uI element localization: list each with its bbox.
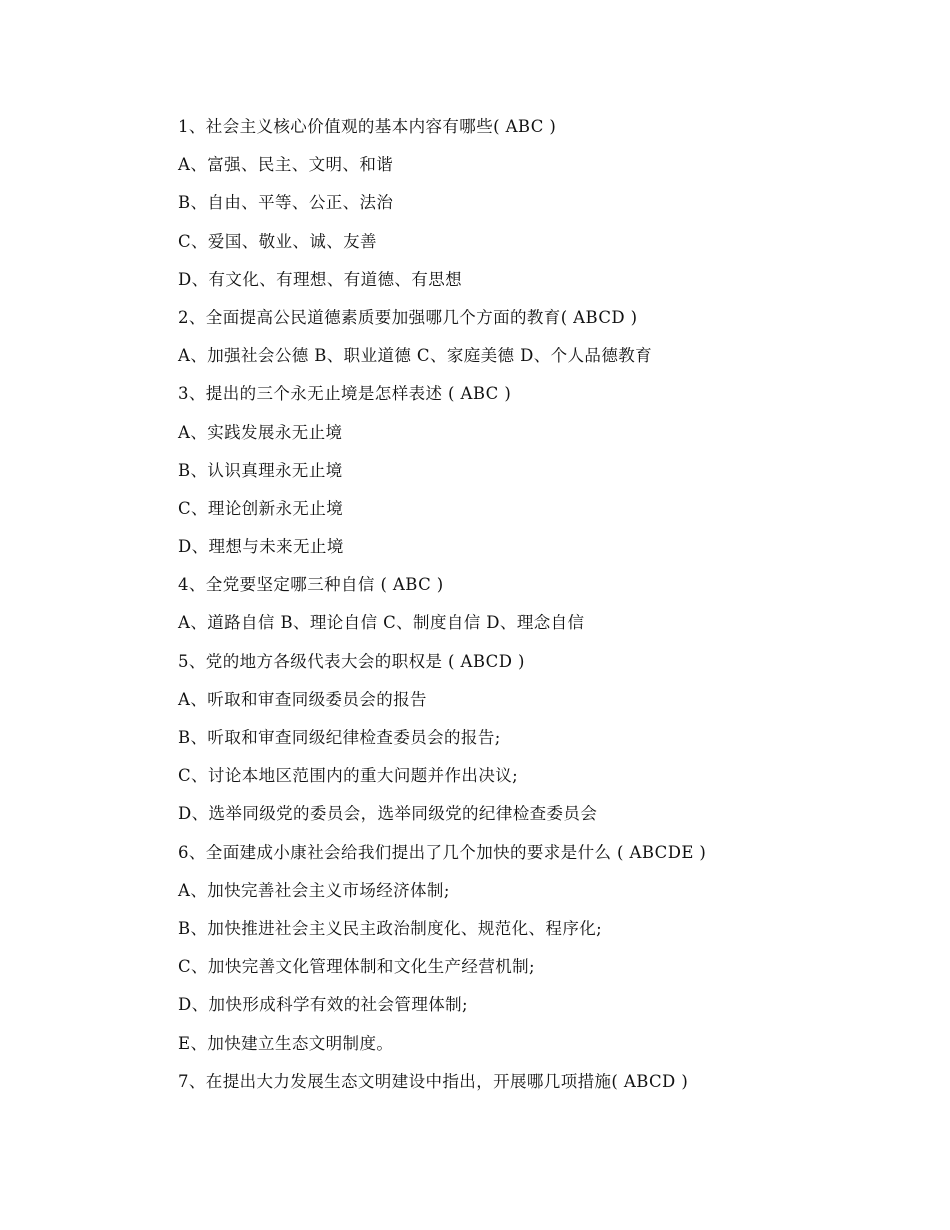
question-5-option-a: A、听取和审查同级委员会的报告 <box>178 689 427 709</box>
question-3-option-c: C、理论创新永无止境 <box>178 498 344 518</box>
question-6-option-c: C、加快完善文化管理体制和文化生产经营机制; <box>178 957 535 977</box>
question-5-option-c: C、讨论本地区范围内的重大问题并作出决议; <box>178 766 519 786</box>
question-4-options: A、道路自信 B、理论自信 C、制度自信 D、理念自信 <box>178 613 585 633</box>
question-6-title: 6、全面建成小康社会给我们提出了几个加快的要求是什么 ( ABCDE ) <box>178 842 707 862</box>
question-3-option-b: B、认识真理永无止境 <box>178 460 343 480</box>
question-4-title: 4、全党要坚定哪三种自信 ( ABC ) <box>178 575 444 595</box>
question-6-option-b: B、加快推进社会主义民主政治制度化、规范化、程序化; <box>178 918 603 938</box>
question-1-option-a: A、富强、民主、文明、和谐 <box>178 155 394 175</box>
question-1-option-d: D、有文化、有理想、有道德、有思想 <box>178 269 463 289</box>
question-1-option-b: B、自由、平等、公正、法治 <box>178 193 394 213</box>
question-5-option-d: D、选举同级党的委员会，选举同级党的纪律检查委员会 <box>178 804 598 824</box>
question-6-option-e: E、加快建立生态文明制度。 <box>178 1033 394 1053</box>
question-7-title: 7、在提出大力发展生态文明建设中指出，开展哪几项措施( ABCD ) <box>178 1071 689 1091</box>
question-3-option-d: D、理想与未来无止境 <box>178 537 344 557</box>
question-5-title: 5、党的地方各级代表大会的职权是 ( ABCD ) <box>178 651 525 671</box>
question-1-option-c: C、爱国、敬业、诚、友善 <box>178 231 377 251</box>
question-3-title: 3、提出的三个永无止境是怎样表述 ( ABC ) <box>178 384 512 404</box>
question-2-options: A、加强社会公德 B、职业道德 C、家庭美德 D、个人品德教育 <box>178 346 653 366</box>
question-list <box>178 108 898 1101</box>
question-3-option-a: A、实践发展永无止境 <box>178 422 343 442</box>
question-6-option-a: A、加快完善社会主义市场经济体制; <box>178 880 450 900</box>
question-1-title: 1、社会主义核心价值观的基本内容有哪些( ABC ) <box>178 117 557 136</box>
question-5-option-b: B、听取和审查同级纪律检查委员会的报告; <box>178 728 501 747</box>
question-6-option-d: D、加快形成科学有效的社会管理体制; <box>178 995 468 1015</box>
question-2-title: 2、全面提高公民道德素质要加强哪几个方面的教育( ABCD ) <box>178 307 638 327</box>
